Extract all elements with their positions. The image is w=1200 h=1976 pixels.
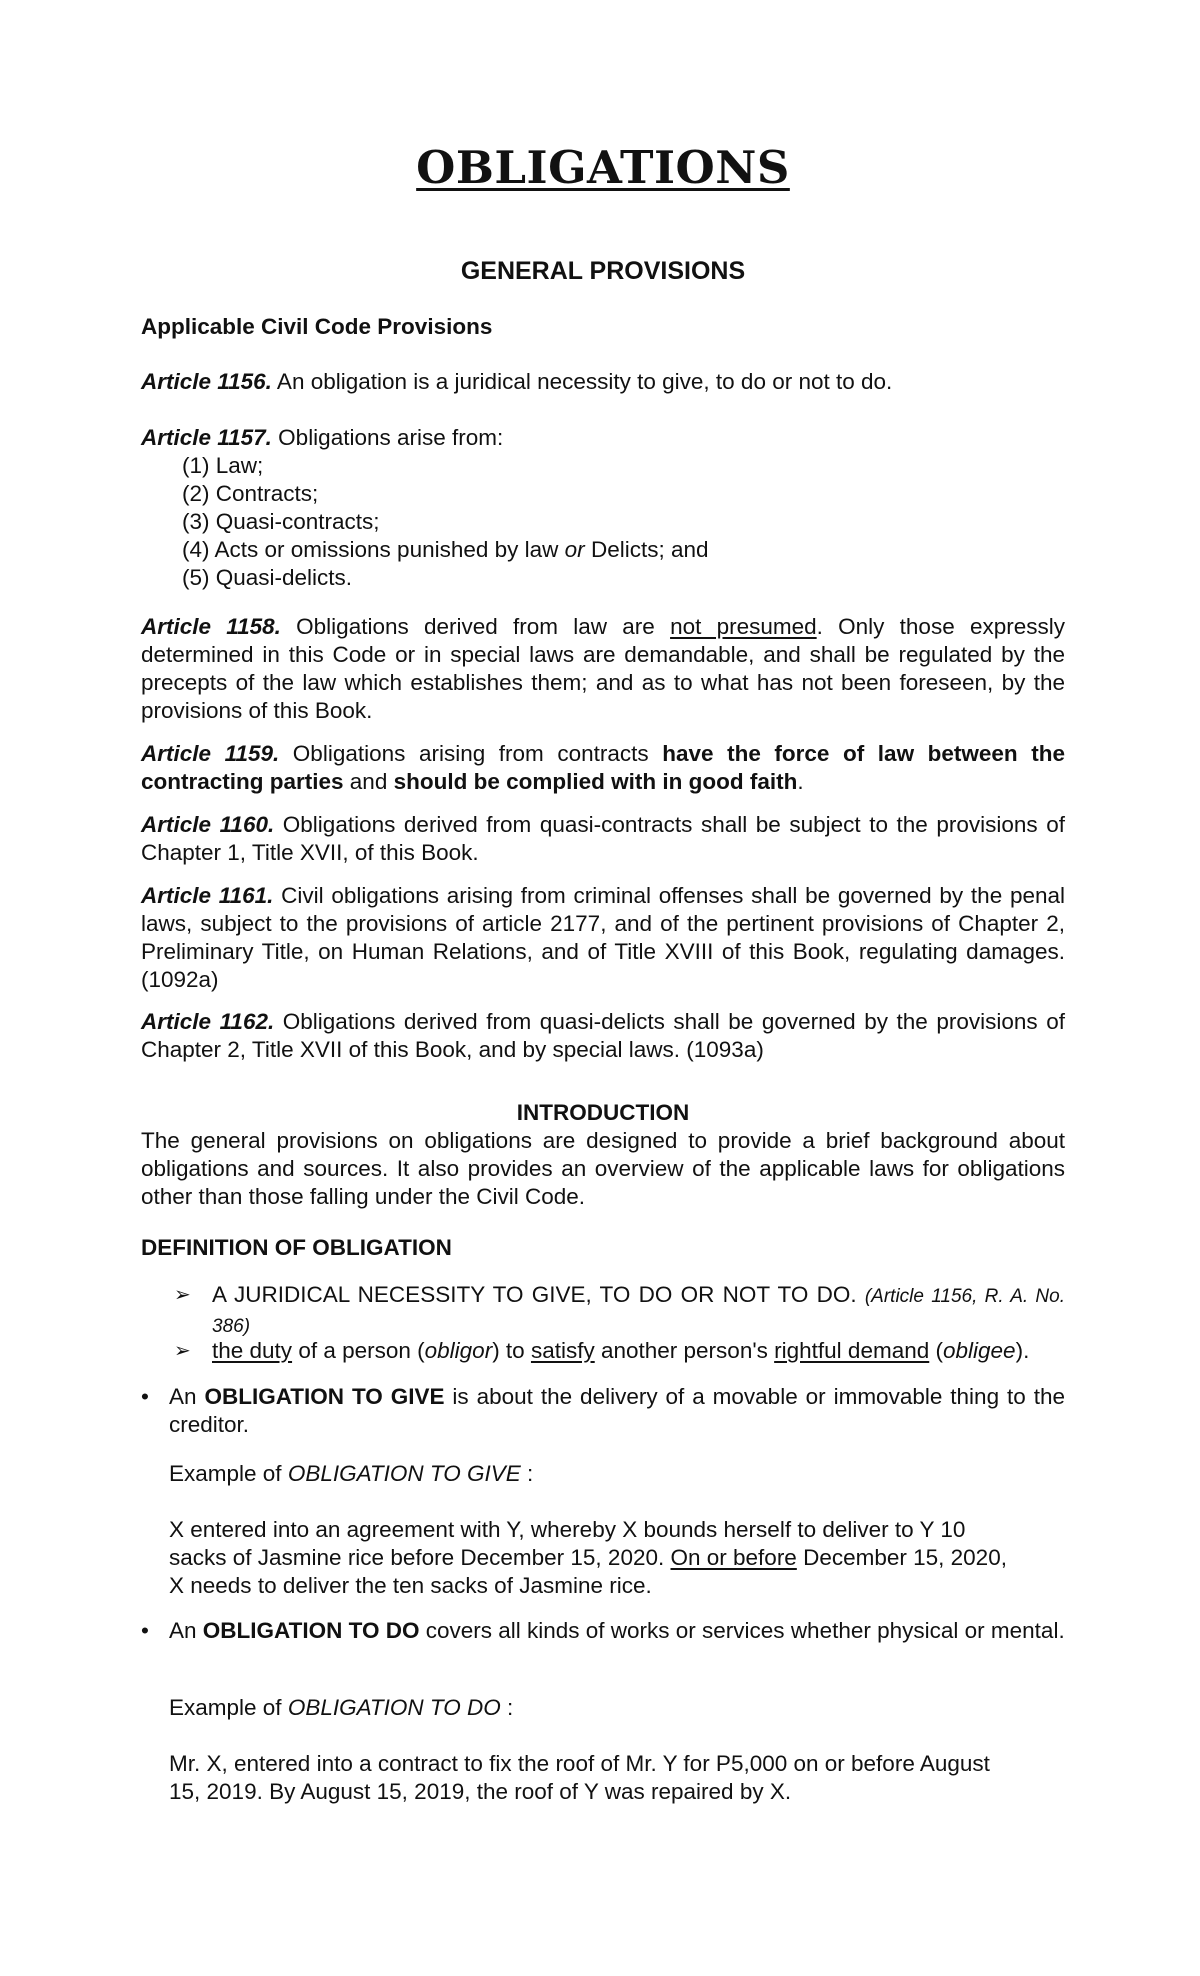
list-item: (2) Contracts;	[182, 481, 319, 506]
article-text: An obligation is a juridical necessity to give, to do or not to do.	[271, 369, 893, 394]
definition-item-2: ➢ the duty of a person (obligor) to satisfy another person's rightful demand (obligee).	[174, 1338, 1030, 1363]
article-1156	[141, 368, 1065, 396]
bullet-dot-icon: •	[141, 1618, 149, 1643]
do-example-text: Mr. X, entered into a contract to fix the roof of Mr. Y for P5,000 on or before August 15, 2019. By August 15, 2019, the roof of Y was repaired by X.	[169, 1751, 990, 1804]
page-subtitle: GENERAL PROVISIONS	[460, 257, 746, 285]
introduction-text: The general provisions on obligations are designed to provide a brief background about obligations and sources. It also provides an overview of the applicable laws for obligations other than those falling under the Civil Code.	[141, 1128, 1065, 1209]
page-title: OBLIGATIONS	[416, 141, 790, 194]
article-1159: Article 1159. Obligations arising from contracts have the force of law between the contracting parties and should be complied with in good faith.	[141, 741, 1065, 794]
article-label: Article 1161.	[141, 883, 274, 908]
list-item: (1) Law;	[182, 453, 264, 478]
list-item: (3) Quasi-contracts;	[182, 509, 380, 534]
arrowhead-bullet-icon: ➢	[174, 1340, 191, 1362]
article-label: Article 1158.	[141, 614, 281, 639]
article-label: Article 1159.	[141, 741, 280, 766]
article-1162	[141, 1008, 1065, 1064]
article-1160	[141, 811, 1065, 867]
sources-list	[141, 452, 1065, 592]
article-1158: Article 1158. Obligations derived from law are not presumed. Only those expressly determined in this Code or in special laws are demandable, and shall be regulated by the precepts of the law which establishes them; and as to what has not been foreseen, by the provisions of this Book.	[141, 614, 1065, 723]
give-example-label: Example of OBLIGATION TO GIVE :	[169, 1461, 534, 1486]
give-example-text: X entered into an agreement with Y, whereby X bounds herself to deliver to Y 10 sacks of Jasmine rice before December 15, 2020. On or before December 15, 2020, X needs to deliver the ten sacks of Jasmine rice.	[169, 1517, 1007, 1598]
article-text: Obligations derived from quasi-contracts shall be subject to the provisions of Chapter 1, Title XVII, of this Book.	[141, 812, 1065, 865]
do-example-label: Example of OBLIGATION TO DO :	[169, 1695, 514, 1720]
obligation-to-do: • An OBLIGATION TO DO covers all kinds of works or services whether physical or mental.	[141, 1618, 1065, 1643]
article-label: Article 1160.	[141, 812, 275, 837]
definition-item-1: ➢ A JURIDICAL NECESSITY TO GIVE, TO DO OR NOT TO DO. (Article 1156, R. A. No. 386)	[174, 1282, 1065, 1337]
bullet-dot-icon: •	[141, 1384, 149, 1409]
list-item: (5) Quasi-delicts.	[182, 565, 353, 590]
article-label: Article 1156.	[141, 369, 272, 394]
arrowhead-bullet-icon: ➢	[174, 1284, 191, 1306]
introduction-heading: INTRODUCTION	[516, 1100, 690, 1125]
article-label: Article 1157.	[141, 425, 272, 450]
article-text: Obligations arise from:	[271, 425, 504, 450]
section-heading: Applicable Civil Code Provisions	[141, 314, 493, 339]
obligation-to-give: • An OBLIGATION TO GIVE is about the delivery of a movable or immovable thing to the creditor.	[141, 1384, 1065, 1437]
article-text: Civil obligations arising from criminal offenses shall be governed by the penal laws, subject to the provisions of article 2177, and of the pertinent provisions of Chapter 2, Preliminary Title, on Human Relations, and of Title XVIII of this Book, regulating damages. (1092a)	[141, 883, 1065, 992]
article-1161	[141, 882, 1065, 994]
list-item: (4) Acts or omissions punished by law or Delicts; and	[182, 537, 709, 562]
definition-heading: DEFINITION OF OBLIGATION	[141, 1235, 452, 1260]
article-label: Article 1162.	[141, 1009, 275, 1034]
article-1157	[141, 424, 1065, 592]
article-text: Obligations derived from quasi-delicts shall be governed by the provisions of Chapter 2, Title XVII of this Book, and by special laws. (1093a)	[141, 1009, 1065, 1062]
